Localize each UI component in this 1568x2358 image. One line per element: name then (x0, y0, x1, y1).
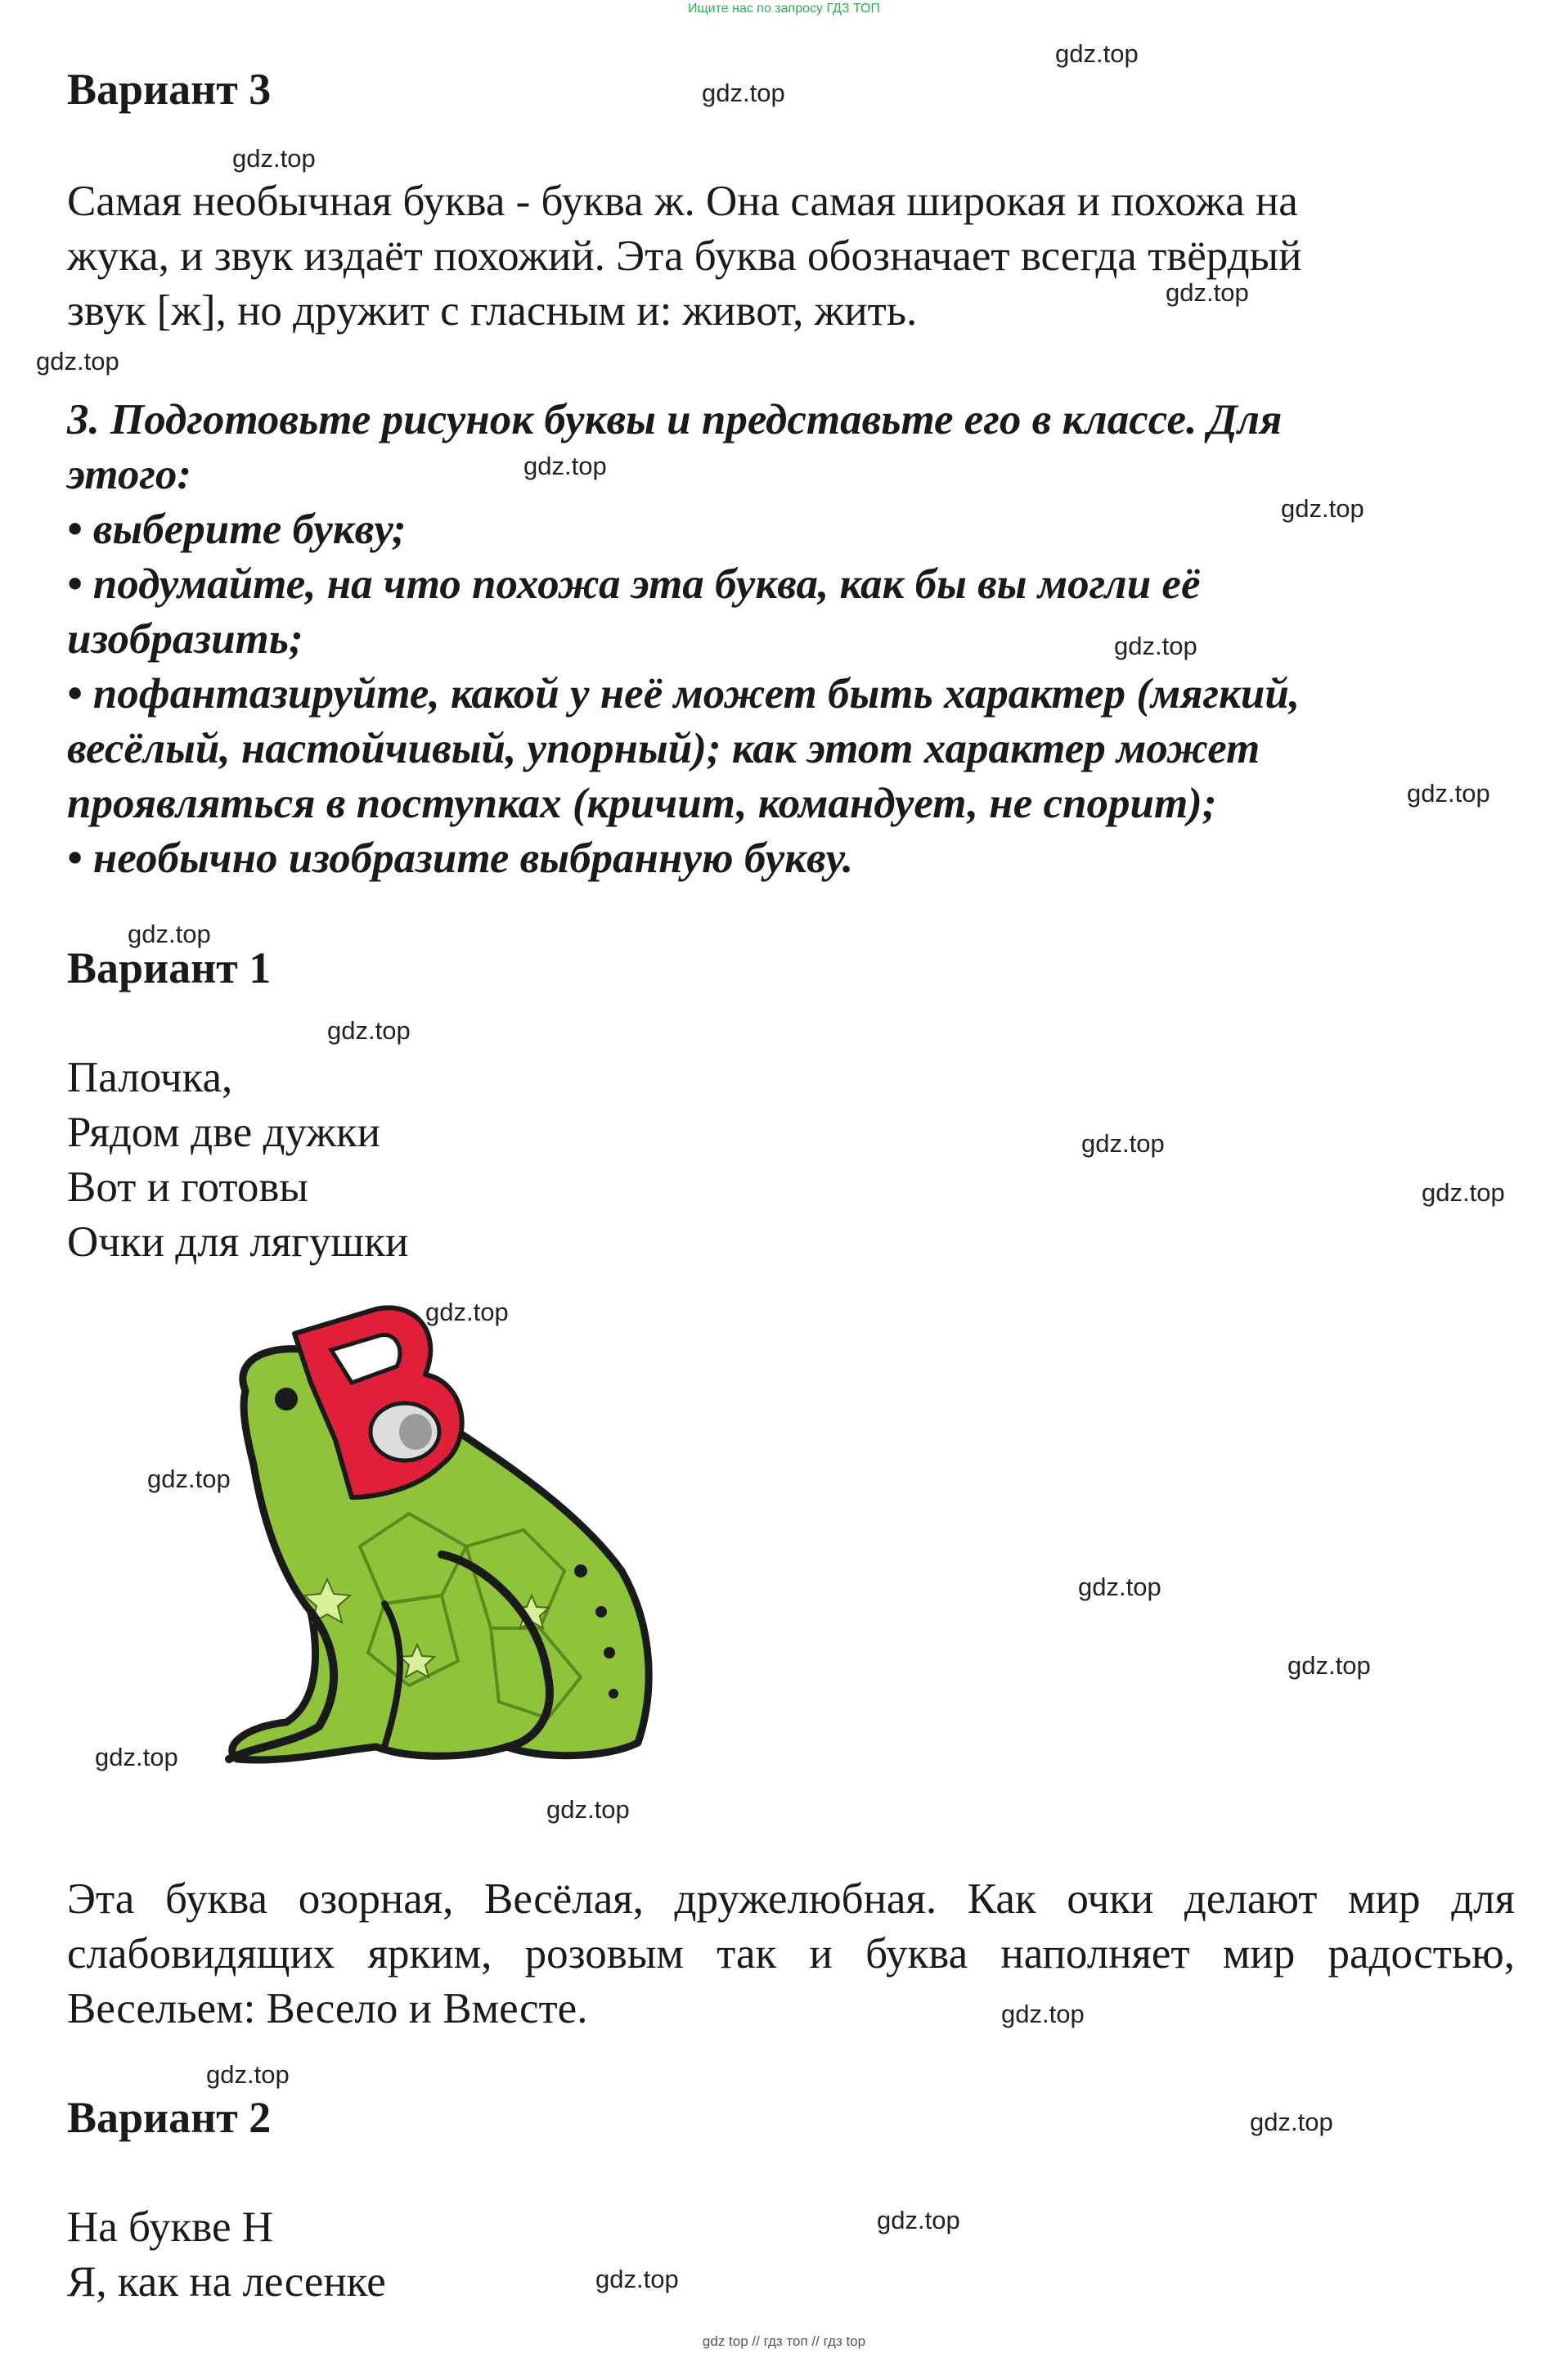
variant1-poem-line-1: Палочка, (67, 1054, 233, 1101)
variant1-description (67, 1872, 1515, 2036)
watermark: gdz.top (147, 1465, 231, 1493)
watermark: gdz.top (523, 452, 607, 480)
watermark: gdz.top (1055, 39, 1139, 68)
variant2-poem-line-1: На букве Н (67, 2203, 274, 2251)
watermark: gdz.top (595, 2265, 679, 2293)
watermark: gdz.top (1422, 1178, 1505, 1207)
watermark: gdz.top (128, 920, 211, 948)
watermark: gdz.top (1078, 1573, 1161, 1601)
variant3-line-2: жука, и звук издаёт похожий. Эта буква обозначает всегда твёрдый (67, 232, 1302, 280)
watermark: gdz.top (206, 2060, 290, 2089)
task3-line-5: изобразить; (67, 615, 303, 663)
watermark: gdz.top (327, 1016, 411, 1045)
task3-line-2: этого: (67, 451, 192, 498)
watermark: gdz.top (702, 79, 785, 107)
watermark: gdz.top (95, 1743, 178, 1771)
variant1-desc-line-1: Эта буква озорная, Весёлая, дружелюбная. Как очки делают мир для (67, 1875, 1515, 1923)
watermark: gdz.top (1001, 2000, 1085, 2028)
watermark: gdz.top (1114, 632, 1197, 660)
watermark: gdz.top (1081, 1129, 1165, 1158)
watermark: gdz.top (877, 2206, 960, 2234)
image-letter: В (360, 1417, 366, 1426)
task3-line-6: • пофантазируйте, какой у неё может быть характер (мягкий, (67, 670, 1301, 718)
task3-line-8: проявляться в поступках (кричит, командует, не спорит); (67, 780, 1217, 827)
variant3-heading: Вариант 3 (67, 65, 272, 114)
variant2-poem (67, 2200, 386, 2310)
variant1-poem-line-4: Очки для лягушки (67, 1218, 409, 1266)
watermark: gdz.top (546, 1795, 630, 1824)
variant2-poem-line-2: Я, как на лесенке (67, 2258, 386, 2306)
watermark: gdz.top (1407, 779, 1490, 808)
variant2-heading: Вариант 2 (67, 2093, 272, 2142)
watermark: gdz.top (232, 144, 316, 173)
variant1-desc-line-3: Весельем: Весело и Вместе. (67, 1985, 588, 2032)
watermark: gdz.top (1287, 1651, 1371, 1680)
variant3-line-1: Самая необычная буква - буква ж. Она самая широкая и похожа на (67, 178, 1298, 225)
variant1-desc-line-2: слабовидящих ярким, розовым так и буква наполняет мир радостью, (67, 1930, 1515, 1978)
watermark: gdz.top (1166, 278, 1249, 307)
frog-illustration-svg (196, 1301, 687, 1792)
footer-links[interactable]: gdz top // гдз топ // гдз top (702, 2333, 866, 2349)
task3-line-3: • выберите букву; (67, 506, 407, 553)
task3-instructions (67, 393, 1523, 886)
top-banner[interactable]: Ищите нас по запросу ГДЗ ТОП (688, 2, 880, 16)
variant3-line-3: звук [ж], но дружит с гласным и: живот, жить. (67, 287, 918, 335)
watermark: gdz.top (1281, 494, 1364, 523)
variant1-poem (67, 1051, 408, 1270)
watermark: gdz.top (36, 347, 119, 376)
variant1-heading: Вариант 1 (67, 943, 272, 992)
variant1-poem-line-3: Вот и готовы (67, 1163, 308, 1211)
task3-line-1: 3. Подготовьте рисунок буквы и представьте его в классе. Для (67, 396, 1283, 443)
frog-letter-illustration (196, 1301, 687, 1792)
task3-line-9: • необычно изобразите выбранную букву. (67, 835, 854, 882)
watermark: gdz.top (1250, 2108, 1333, 2136)
variant3-text (67, 174, 1302, 339)
task3-line-7: весёлый, настойчивый, упорный); как этот характер может (67, 725, 1260, 772)
variant1-poem-line-2: Рядом две дужки (67, 1109, 381, 1156)
watermark: gdz.top (425, 1298, 509, 1326)
task3-line-4: • подумайте, на что похожа эта буква, как бы вы могли её (67, 560, 1201, 608)
